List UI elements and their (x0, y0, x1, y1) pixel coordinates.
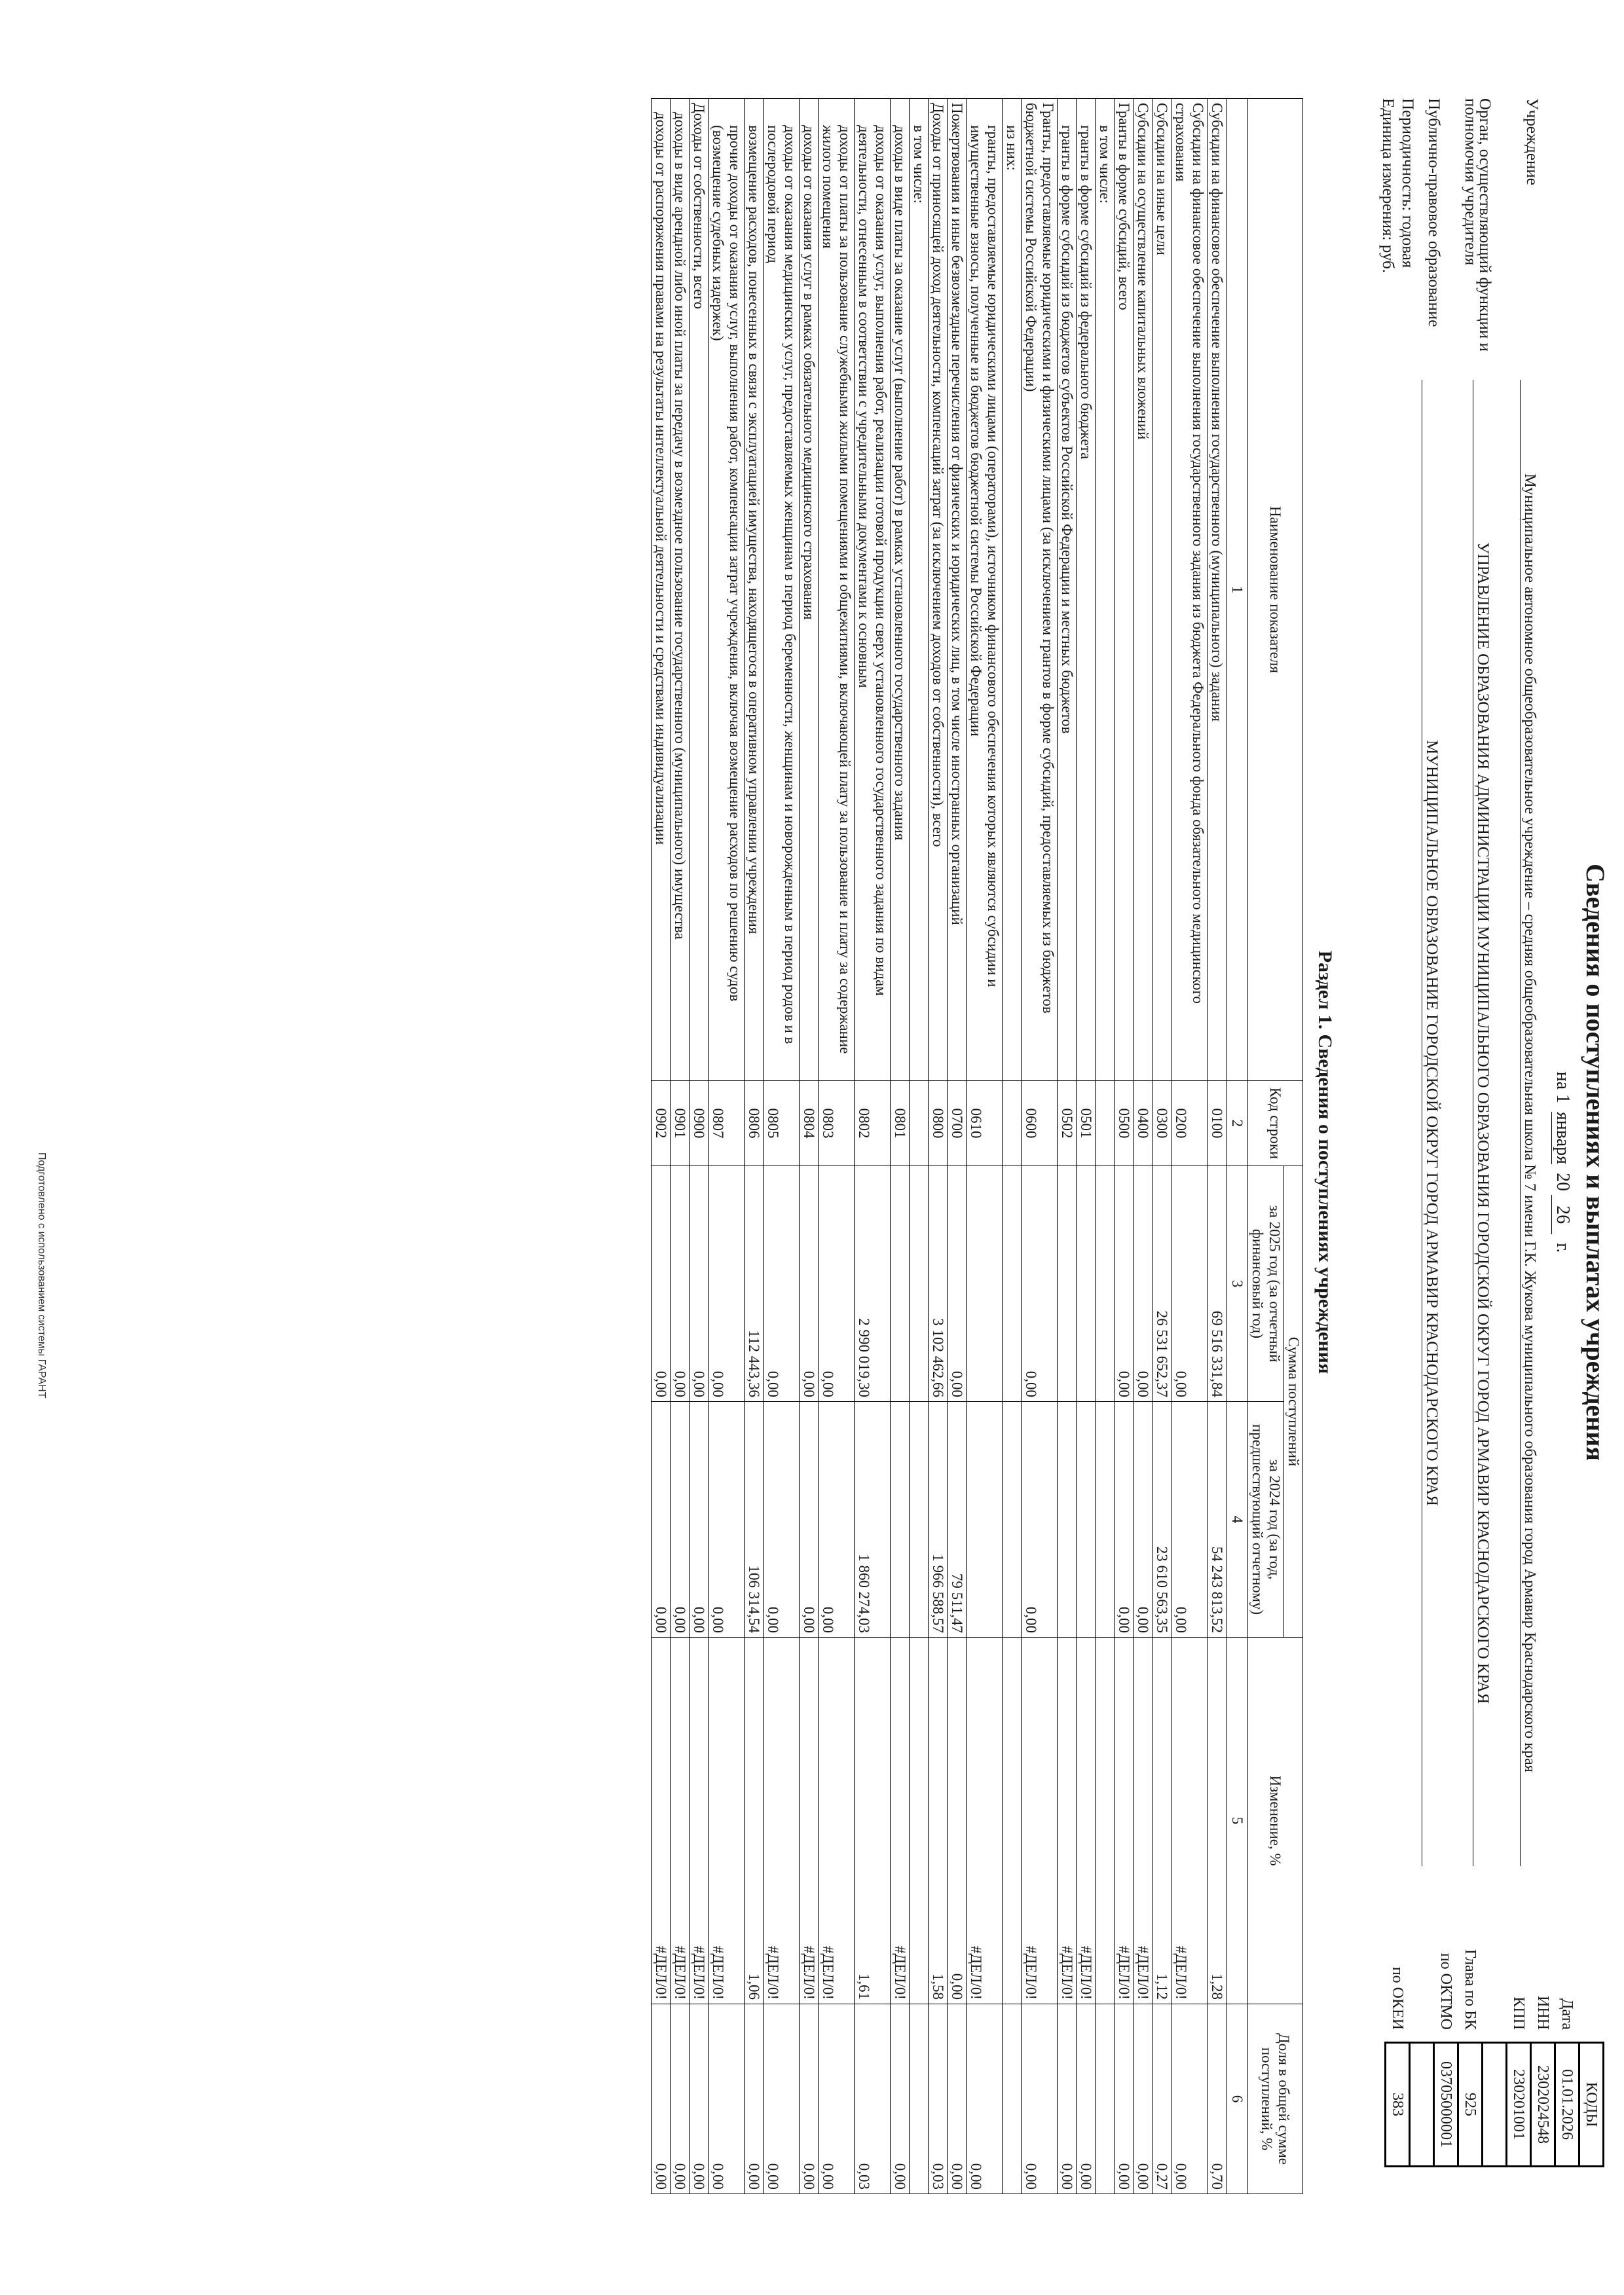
row-share: 0,00 (1077, 2004, 1096, 2194)
row-previous-sum: 54 243 813,52 (1208, 1402, 1227, 1638)
date-year: 26 (1551, 1195, 1573, 1234)
table-row (1077, 99, 1096, 2194)
row-share: 0,00 (800, 2004, 819, 2194)
header-current-year: за 2025 год (за отчетный финансовый год) (1248, 1166, 1284, 1402)
row-share: 0,00 (967, 2004, 1003, 2194)
table-row (745, 99, 764, 2194)
header-change: Изменение, % (1248, 1638, 1303, 2004)
row-previous-sum (1096, 1402, 1115, 1638)
row-code: 0807 (709, 1081, 745, 1166)
row-share: 0,00 (652, 2004, 671, 2194)
code-value: 2302024548 (1531, 2043, 1555, 2167)
row-current-sum (891, 1166, 910, 1402)
document-sheet (85, 72, 1611, 2252)
institution-name: Муниципальное автономное общеобразовательное учреждение – средняя общеобразовательная школа № 7 имени Г.К. Жукова муниципального образования город Армавир Краснодарского края (1520, 380, 1539, 1866)
row-previous-sum (1058, 1402, 1077, 1638)
code-row (1483, 1932, 1507, 2167)
row-change: #ДЕЛ/0! (709, 1638, 745, 2004)
date-year-prefix: 20 (1553, 1173, 1573, 1192)
row-name: прочие доходы от оказания услуг, выполнения работ, компенсации затрат учреждения, включая возмещение расходов по решению судов (возмещение судебных издержек) (709, 99, 745, 1081)
row-share: 0,00 (819, 2004, 855, 2194)
row-code: 0801 (891, 1081, 910, 1166)
table-row (1208, 99, 1227, 2194)
code-label: Глава по БК (1462, 1949, 1479, 2030)
row-change (1096, 1638, 1115, 2004)
row-current-sum: 0,00 (1172, 1166, 1208, 1402)
row-change: 0,00 (948, 1638, 967, 2004)
row-share: 0,00 (891, 2004, 910, 2194)
row-name: доходы от распоряжения правами на результаты интеллектуальной деятельности и средствами индивидуализации (652, 99, 671, 1081)
row-change: #ДЕЛ/0! (819, 1638, 855, 2004)
row-name: доходы от оказания услуг, выполнения работ, реализации готовой продукции сверх установленного государственного задания по видам деятельности, отнесенным в соответствии с учредительными документами к основным (855, 99, 891, 1081)
row-code: 0500 (1115, 1081, 1134, 1166)
row-code: 0802 (855, 1081, 891, 1166)
code-value: 925 (1458, 2043, 1483, 2167)
row-code: 0610 (967, 1081, 1003, 1166)
founder-label: Орган, осуществляющий функции и полномочия учредителя (1462, 98, 1494, 352)
code-value: 230201001 (1507, 2043, 1531, 2167)
code-label: по ОКТМО (1437, 1953, 1455, 2030)
row-previous-sum (1003, 1402, 1022, 1638)
code-row (1410, 1932, 1434, 2167)
row-change: #ДЕЛ/0! (764, 1638, 800, 2004)
row-change: #ДЕЛ/0! (967, 1638, 1003, 2004)
period-label: Периодичность: годовая (1399, 98, 1416, 268)
row-current-sum: 0,00 (690, 1166, 709, 1402)
row-current-sum: 69 516 331,84 (1208, 1166, 1227, 1402)
row-change: #ДЕЛ/0! (1134, 1638, 1153, 2004)
table-row (671, 99, 690, 2194)
report-date (1551, 72, 1573, 2252)
row-share: 0,00 (1172, 2004, 1208, 2194)
row-name: в том числе: (910, 99, 929, 1081)
row-name: Субсидии на иные цели (1153, 99, 1172, 1081)
row-share: 0,00 (764, 2004, 800, 2194)
table-row (652, 99, 671, 2194)
column-number: 2 (1227, 1081, 1248, 1166)
row-name: Доходы от собственности, всего (690, 99, 709, 1081)
table-row (1058, 99, 1077, 2194)
code-label: Дата (1559, 1998, 1576, 2030)
row-current-sum (1003, 1166, 1022, 1402)
row-previous-sum (967, 1402, 1003, 1638)
row-change (1003, 1638, 1022, 2004)
row-code: 0805 (764, 1081, 800, 1166)
code-value: 03705000001 (1434, 2043, 1458, 2167)
code-label (1410, 1932, 1434, 2043)
row-current-sum (1058, 1166, 1077, 1402)
table-row (1096, 99, 1115, 2194)
row-change: #ДЕЛ/0! (671, 1638, 690, 2004)
code-row (1458, 1932, 1483, 2167)
row-name: Пожертвования и иные безвозмездные перечисления от физических и юридических лиц, в том числе иностранных организаций (948, 99, 967, 1081)
row-name: возмещение расходов, понесенных в связи с эксплуатацией имущества, находящегося в оперативном управлении учреждения (745, 99, 764, 1081)
row-current-sum: 0,00 (709, 1166, 745, 1402)
table-row (1172, 99, 1208, 2194)
row-code: 0400 (1134, 1081, 1153, 1166)
row-name: гранты, предоставляемые юридическими лицами (операторами), источником финансового обеспечения которых являются субсидии и имущественные взносы, полученные из бюджетов бюджетной системы Российской Федерации (967, 99, 1003, 1081)
row-name: доходы от оказания медицинских услуг, предоставляемых женщинам в период беременности, женщинам и новорожденным в период родов и в послеродовой период (764, 99, 800, 1081)
row-share (1003, 2004, 1022, 2194)
row-change: 1,61 (855, 1638, 891, 2004)
table-row (855, 99, 891, 2194)
code-row (1507, 1932, 1531, 2167)
row-change: #ДЕЛ/0! (1172, 1638, 1208, 2004)
date-month: января (1553, 1112, 1573, 1165)
table-row (948, 99, 967, 2194)
row-previous-sum (891, 1402, 910, 1638)
column-number: 4 (1227, 1402, 1248, 1638)
row-share: 0,03 (929, 2004, 948, 2194)
row-previous-sum: 106 314,54 (745, 1402, 764, 1638)
row-current-sum: 0,00 (671, 1166, 690, 1402)
row-share: 0,00 (709, 2004, 745, 2194)
row-previous-sum: 0,00 (819, 1402, 855, 1638)
row-share: 0,00 (1022, 2004, 1058, 2194)
row-change: #ДЕЛ/0! (800, 1638, 819, 2004)
table-row (764, 99, 800, 2194)
table-row (1134, 99, 1153, 2194)
table-row (690, 99, 709, 2194)
row-code (910, 1081, 929, 1166)
row-code: 0600 (1022, 1081, 1058, 1166)
row-current-sum (1077, 1166, 1096, 1402)
unit-label: Единица измерения: руб. (1379, 98, 1397, 274)
table-row (800, 99, 819, 2194)
row-change: 1,28 (1208, 1638, 1227, 2004)
column-number: 3 (1227, 1166, 1248, 1402)
row-previous-sum (1077, 1402, 1096, 1638)
row-code: 0804 (800, 1081, 819, 1166)
table-row (1003, 99, 1022, 2194)
column-number: 6 (1227, 2004, 1248, 2194)
row-code: 0806 (745, 1081, 764, 1166)
row-code (1096, 1081, 1115, 1166)
row-change: #ДЕЛ/0! (891, 1638, 910, 2004)
row-current-sum (910, 1166, 929, 1402)
row-code (1003, 1081, 1022, 1166)
row-name: из них: (1003, 99, 1022, 1081)
code-value: 383 (1386, 2043, 1410, 2167)
row-share: 0,00 (671, 2004, 690, 2194)
row-previous-sum (910, 1402, 929, 1638)
row-current-sum: 0,00 (948, 1166, 967, 1402)
code-row (1531, 1932, 1555, 2167)
row-name: в том числе: (1096, 99, 1115, 1081)
row-name: доходы в виде платы за оказание услуг (выполнение работ) в рамках установленного государственного задания (891, 99, 910, 1081)
code-label: ИНН (1534, 1996, 1552, 2030)
section-title: Раздел 1. Сведения о поступлениях учреждения (1314, 950, 1336, 1374)
row-current-sum: 0,00 (1022, 1166, 1058, 1402)
row-name: Гранты, предоставляемые юридическими и физическими лицами (за исключением грантов в форме субсидий, предоставляемых из бюджетов бюджетной системы Российской Федерации) (1022, 99, 1058, 1081)
receipts-table (651, 98, 1303, 2194)
code-label: по ОКЕИ (1389, 1966, 1407, 2030)
document-meta (1375, 98, 1539, 1866)
row-share: 0,00 (1115, 2004, 1134, 2194)
table-row (891, 99, 910, 2194)
table-row (1022, 99, 1058, 2194)
row-change (910, 1638, 929, 2004)
row-change: 1,58 (929, 1638, 948, 2004)
row-code: 0502 (1058, 1081, 1077, 1166)
code-value (1483, 2043, 1507, 2167)
row-name: Субсидии на осуществление капитальных вложений (1134, 99, 1153, 1081)
column-number: 5 (1227, 1638, 1248, 2004)
column-number: 1 (1227, 99, 1248, 1081)
row-change: 1,12 (1153, 1638, 1172, 2004)
row-code: 0902 (652, 1081, 671, 1166)
row-current-sum: 2 990 019,30 (855, 1166, 891, 1402)
row-code: 0901 (671, 1081, 690, 1166)
row-change: #ДЕЛ/0! (1022, 1638, 1058, 2004)
row-previous-sum: 0,00 (1172, 1402, 1208, 1638)
header-previous-year: за 2024 год (за год, предшествующий отчетному) (1248, 1402, 1284, 1638)
row-name: гранты в форме субсидий из бюджетов субъектов Российской Федерации и местных бюджетов (1058, 99, 1077, 1081)
row-name: Доходы от приносящей доход деятельности, компенсаций затрат (за исключением доходов от собственности), всего (929, 99, 948, 1081)
header-share: Доля в общей сумме поступлений, % (1248, 2004, 1303, 2194)
row-previous-sum: 0,00 (1134, 1402, 1153, 1638)
row-previous-sum: 0,00 (709, 1402, 745, 1638)
entity-name: МУНИЦИПАЛЬНОЕ ОБРАЗОВАНИЕ ГОРОДСКОЙ ОКРУГ ГОРОД АРМАВИР КРАСНОДАРСКОГО КРАЯ (1422, 380, 1441, 1866)
code-row (1434, 1932, 1458, 2167)
row-code: 0100 (1208, 1081, 1227, 1166)
table-row (929, 99, 948, 2194)
row-change: #ДЕЛ/0! (690, 1638, 709, 2004)
row-current-sum: 0,00 (819, 1166, 855, 1402)
code-value (1410, 2043, 1434, 2167)
row-share: 0,00 (690, 2004, 709, 2194)
row-current-sum: 0,00 (764, 1166, 800, 1402)
row-share: 0,70 (1208, 2004, 1227, 2194)
row-share (910, 2004, 929, 2194)
row-share: 0,00 (1058, 2004, 1077, 2194)
row-name: доходы от платы за пользование служебными жилыми помещениями и общежитиями, включающей плату за пользование и плату за содержание жилого помещения (819, 99, 855, 1081)
code-label: КПП (1510, 1996, 1528, 2030)
row-current-sum: 0,00 (652, 1166, 671, 1402)
document-title: Сведения о поступлениях и выплатах учреждения (1581, 863, 1610, 1461)
header-code: Код строки (1248, 1081, 1303, 1166)
row-current-sum: 112 443,36 (745, 1166, 764, 1402)
row-share (1096, 2004, 1115, 2194)
row-current-sum: 0,00 (800, 1166, 819, 1402)
row-code: 0803 (819, 1081, 855, 1166)
row-share: 0,00 (948, 2004, 967, 2194)
row-share: 0,27 (1153, 2004, 1172, 2194)
row-code: 0800 (929, 1081, 948, 1166)
row-current-sum: 0,00 (1134, 1166, 1153, 1402)
row-change: #ДЕЛ/0! (1058, 1638, 1077, 2004)
code-value: 01.01.2026 (1555, 2043, 1579, 2167)
row-name: гранты в форме субсидий из федерального бюджета (1077, 99, 1096, 1081)
row-name: доходы в виде арендной либо иной платы за передачу в возмездное пользование государственного (муниципального) имущества (671, 99, 690, 1081)
row-change: #ДЕЛ/0! (652, 1638, 671, 2004)
row-current-sum: 3 102 462,66 (929, 1166, 948, 1402)
row-previous-sum: 0,00 (652, 1402, 671, 1638)
row-previous-sum: 0,00 (671, 1402, 690, 1638)
row-name: Субсидии на финансовое обеспечение выполнения государственного задания из бюджета Федерального фонда обязательного медицинского страхования (1172, 99, 1208, 1081)
row-name: доходы от оказания услуг в рамках обязательного медицинского страхования (800, 99, 819, 1081)
row-previous-sum: 1 860 274,03 (855, 1402, 891, 1638)
table-row (819, 99, 855, 2194)
codes-box (1384, 1932, 1604, 2167)
entity-label: Публично-правовое образование (1425, 98, 1443, 327)
table-row (1153, 99, 1172, 2194)
founder-name: УПРАВЛЕНИЕ ОБРАЗОВАНИЯ АДМИНИСТРАЦИИ МУНИЦИПАЛЬНОГО ОБРАЗОВАНИЯ ГОРОДСКОЙ ОКРУГ ГОРОД АРМАВИР КРАСНОДАРСКОГО КРАЯ (1473, 380, 1492, 1866)
row-previous-sum: 0,00 (800, 1402, 819, 1638)
row-previous-sum: 0,00 (764, 1402, 800, 1638)
header-name: Наименование показателя (1248, 99, 1303, 1081)
code-row (1555, 1932, 1579, 2167)
row-current-sum: 0,00 (1115, 1166, 1134, 1402)
table-row (910, 99, 929, 2194)
row-name: Субсидии на финансовое обеспечение выполнения государственного (муниципального) задания (1208, 99, 1227, 1081)
row-share: 0,03 (855, 2004, 891, 2194)
date-prefix: на 1 (1553, 1071, 1573, 1104)
watermark-note: Подготовлено с использованием системы ГАРАНТ (36, 1152, 47, 1399)
row-code: 0900 (690, 1081, 709, 1166)
header-sum: Сумма поступлений (1284, 1166, 1303, 1638)
table-row (967, 99, 1003, 2194)
row-previous-sum: 79 511,47 (948, 1402, 967, 1638)
row-share: 0,00 (1134, 2004, 1153, 2194)
row-previous-sum: 0,00 (1115, 1402, 1134, 1638)
code-label (1483, 1932, 1507, 2043)
table-row (1115, 99, 1134, 2194)
row-code: 0200 (1172, 1081, 1208, 1166)
institution-label: Учреждение (1523, 98, 1541, 185)
row-change: #ДЕЛ/0! (1077, 1638, 1096, 2004)
row-change: 1,06 (745, 1638, 764, 2004)
row-code: 0501 (1077, 1081, 1096, 1166)
row-current-sum: 26 531 652,37 (1153, 1166, 1172, 1402)
code-row (1386, 1932, 1410, 2167)
codes-header: КОДЫ (1579, 2043, 1604, 2167)
row-current-sum (1096, 1166, 1115, 1402)
row-code: 0300 (1153, 1081, 1172, 1166)
row-current-sum (967, 1166, 1003, 1402)
row-previous-sum: 23 610 563,35 (1153, 1402, 1172, 1638)
row-name: Гранты в форме субсидий, всего (1115, 99, 1134, 1081)
row-change: #ДЕЛ/0! (1115, 1638, 1134, 2004)
row-share: 0,00 (745, 2004, 764, 2194)
date-suffix: г. (1553, 1243, 1573, 1253)
row-previous-sum: 0,00 (1022, 1402, 1058, 1638)
row-previous-sum: 1 966 588,57 (929, 1402, 948, 1638)
table-row (709, 99, 745, 2194)
row-previous-sum: 0,00 (690, 1402, 709, 1638)
row-code: 0700 (948, 1081, 967, 1166)
